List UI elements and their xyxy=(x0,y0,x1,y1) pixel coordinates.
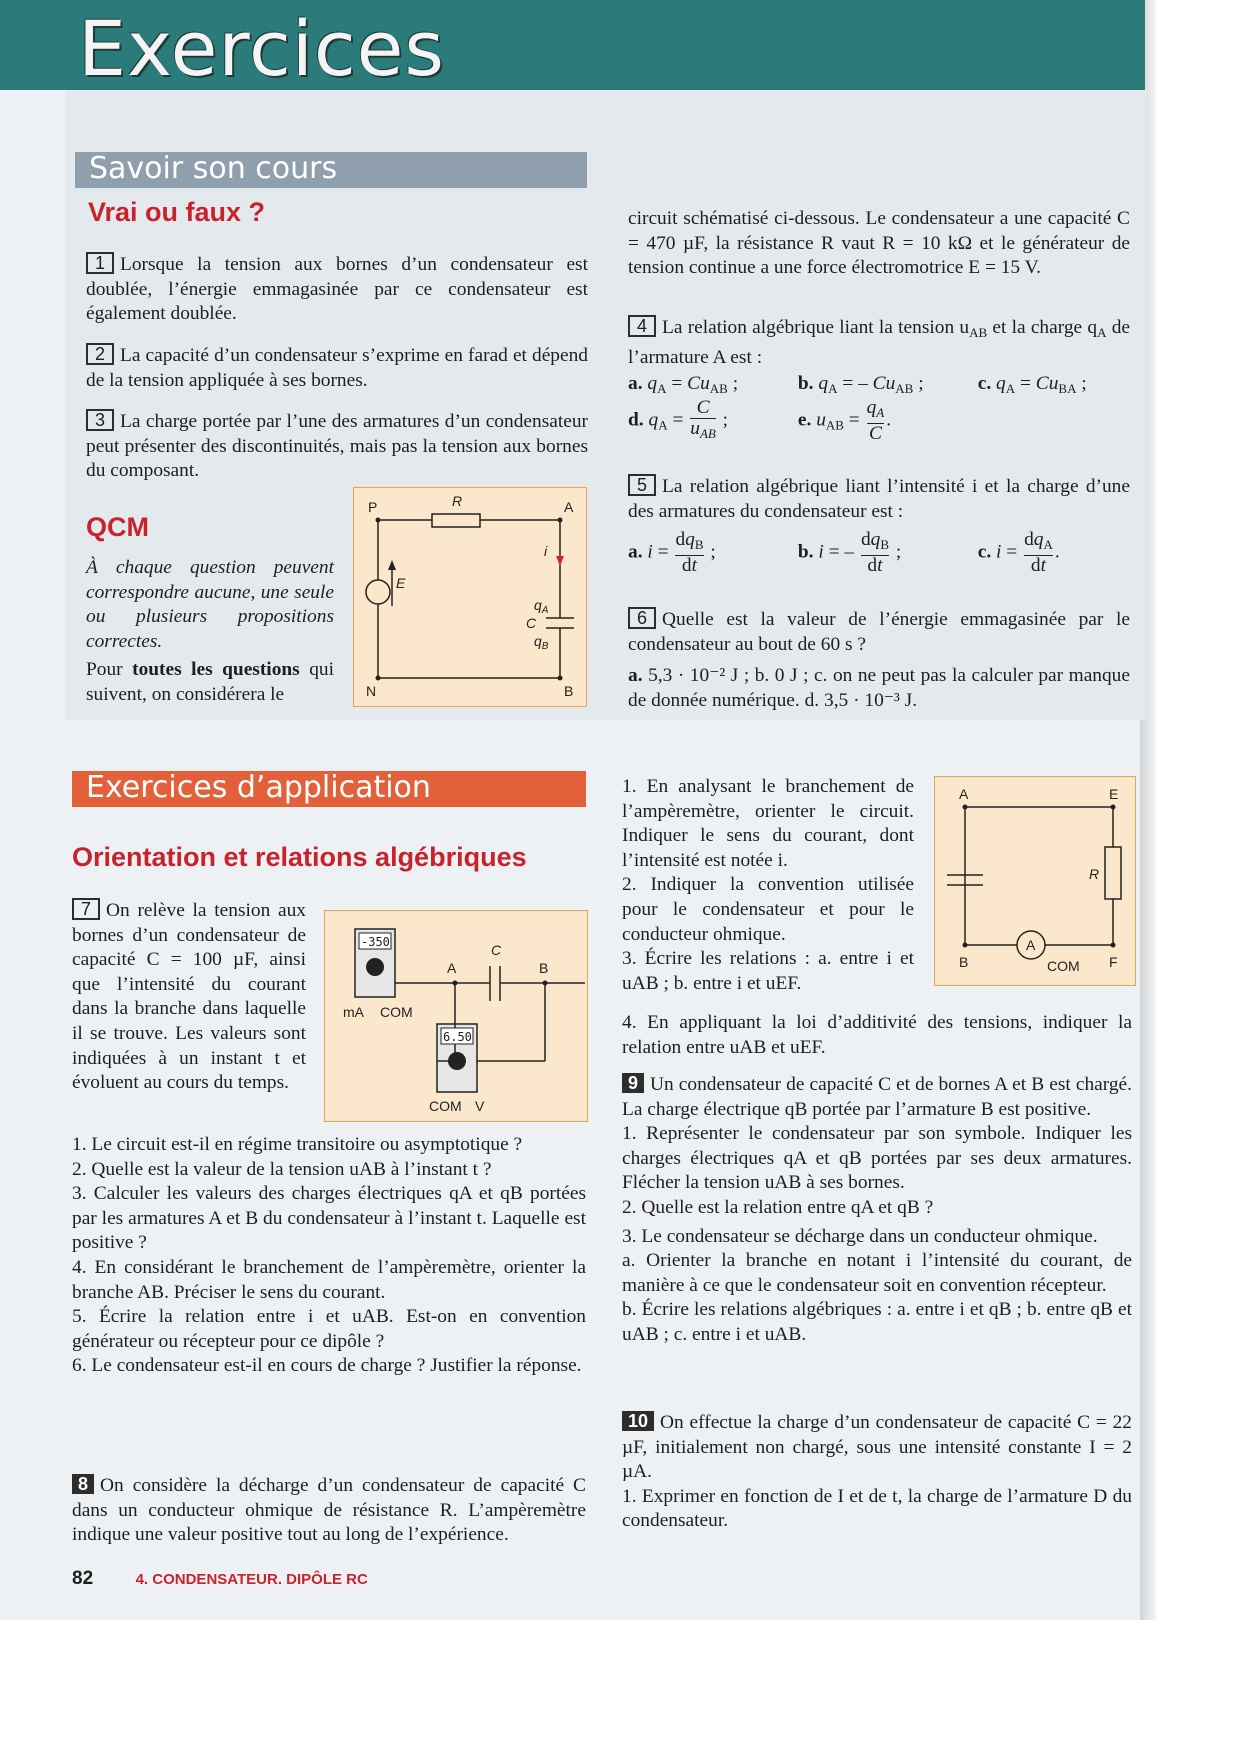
question-number: 7 xyxy=(72,898,100,920)
charge-label-a: $q_A$ xyxy=(534,597,549,616)
question-text: Lorsque la tension aux bornes d’un condensateur est doublée, l’énergie emmagasinée par ce condensateur est également doublée. xyxy=(86,254,588,325)
section-title-savoir: Savoir son cours xyxy=(89,151,338,186)
subscript: A xyxy=(1097,325,1107,340)
exercise-10 xyxy=(622,1411,1132,1534)
exercise-8-intro xyxy=(72,1474,586,1548)
rc-circuit-diagram xyxy=(935,777,1135,985)
node-label-a: A xyxy=(959,786,969,802)
question-item: a. Orienter la branche en notant i l’intensité du courant, de manière à ce que le condensateur soit en convention récepteur. xyxy=(622,1250,1132,1296)
question-item: 2. Quelle est la valeur de la tension uAB à l’instant t ? xyxy=(72,1158,492,1180)
section-band-savoir xyxy=(75,152,587,188)
node-label-n: N xyxy=(366,683,377,699)
question-item: 4. En considérant le branchement de l’ampèremètre, orienter la branche AB. Préciser le sens du courant. xyxy=(72,1256,586,1303)
chapter-title: 4. CONDENSATEUR. DIPÔLE RC xyxy=(135,1571,368,1588)
resistor-label: R xyxy=(452,493,463,509)
exercise-text: On considère la décharge d’un condensateur de capacité C dans un conducteur ohmique de résistance R. L’ampèremètre indique une valeur positive tout au long de l’expérience. xyxy=(72,1475,586,1546)
voltmeter-v-label: V xyxy=(475,1098,485,1114)
question-item: 3. Le condensateur se décharge dans un conducteur ohmique. xyxy=(622,1225,1098,1247)
question-6-answers: a. 5,3 · 10⁻² J ; b. 0 J ; c. on ne peut pas la calculer par manque de donnée numérique. d. 3,5 · 10⁻³ J. xyxy=(628,665,1130,711)
question-item: 1. Représenter le condensateur par son symbole. Indiquer les charges électriques qA et qB portées par ses deux armatures. Flécher la tension uAB à ses bornes. xyxy=(622,1123,1132,1194)
question-number: 5 xyxy=(628,474,656,496)
question-item: 6. Le condensateur est-il en cours de charge ? Justifier la réponse. xyxy=(72,1355,582,1377)
question-6 xyxy=(628,607,1130,657)
question-number: 4 xyxy=(628,315,656,337)
question-item: 1. En analysant le branchement de l’ampèremètre, orienter le circuit. Indiquer le sens du courant, dont l’intensité est notée i. xyxy=(622,776,914,871)
charge-label-b: $q_B$ xyxy=(534,633,549,652)
question-number: 2 xyxy=(86,343,114,365)
exercise-7-questions xyxy=(72,1133,586,1379)
ammeter-symbol: A xyxy=(1026,937,1036,953)
question-text: La charge portée par l’une des armatures d’un condensateur peut présenter des discontinuités, mais pas la tension aux bornes du composant. xyxy=(86,411,588,482)
qcm-instruction xyxy=(86,658,334,707)
question-item: 2. Indiquer la convention utilisée pour le condensateur et pour le conducteur ohmique. xyxy=(622,874,914,945)
ammeter-com-label: COM xyxy=(380,1004,413,1020)
qcm-word: Pour xyxy=(86,659,123,680)
node-label-b: B xyxy=(564,683,574,699)
current-arrow xyxy=(556,556,564,566)
question-text: La relation algébrique liant la tension u xyxy=(662,317,970,338)
multimeter-diagram xyxy=(325,911,587,1121)
qcm-bold: toutes les questions xyxy=(132,659,300,680)
question-item: 4. En appliquant la loi d’additivité des tensions, indiquer la relation entre uAB et uEF. xyxy=(622,1012,1132,1058)
capacitor-label: C xyxy=(491,942,502,958)
question-3 xyxy=(86,409,588,484)
page-title: Exercices xyxy=(78,4,446,93)
question-4 xyxy=(628,315,1130,370)
exercise-8-questions-b xyxy=(622,1011,1132,1060)
section-title-application: Exercices d’application xyxy=(86,770,431,805)
page-footer xyxy=(72,1568,368,1590)
node-label-b: B xyxy=(539,960,549,976)
header-banner xyxy=(0,0,1145,93)
question-number: 6 xyxy=(628,607,656,629)
qcm-heading: QCM xyxy=(86,512,149,542)
question-5 xyxy=(628,474,1130,524)
question-text: de l’armature A est : xyxy=(628,317,1131,368)
subscript: AB xyxy=(969,325,988,340)
question-text: La relation algébrique liant l’intensité i et la charge d’une des armatures du condensateur est : xyxy=(628,476,1130,522)
question-5-options: a. i = $\frac{dq_B}{dt}$ ; b. i = – $\frac{dq_B}{dt}$ ; c. i = $\frac{dq_A}{dt}$ . xyxy=(628,529,1060,576)
multimeter-figure xyxy=(324,910,588,1122)
voltmeter-com-label: COM xyxy=(429,1098,462,1114)
question-number: 9 xyxy=(622,1073,644,1093)
qcm-intro: À chaque question peuvent correspondre aucune, une seule ou plusieurs propositions correctes. xyxy=(86,557,334,652)
question-item: 5. Écrire la relation entre i et uAB. Est-on en convention générateur ou récepteur pour ce dipôle ? xyxy=(72,1306,586,1352)
question-text: et la charge q xyxy=(987,317,1098,338)
circuit-diagram xyxy=(354,488,586,706)
exercise-text: Un condensateur de capacité C et de bornes A et B est chargé. La charge électrique qB portée par l’armature B est positive. xyxy=(622,1074,1132,1120)
emf-arrow xyxy=(388,560,396,570)
ammeter-units-label: mA xyxy=(343,1004,364,1020)
exercise-8-questions-a xyxy=(622,775,914,996)
node-label-a: A xyxy=(447,960,457,976)
current-label: i xyxy=(544,543,548,559)
question-number: 10 xyxy=(622,1411,654,1431)
ammeter-display: -350 xyxy=(361,935,390,949)
question-4-options: a. $q_A = Cu_{AB}$ ; b. $q_A$ = – $Cu_{AB}$ ; c. $q_A = Cu_{BA}$ ; xyxy=(628,373,1087,396)
question-item: b. Écrire les relations algébriques : a. entre i et qB ; b. entre qB et uAB ; c. entre i et uAB. xyxy=(622,1299,1132,1345)
question-item: 2. Quelle est la relation entre qA et qB ? xyxy=(622,1196,934,1218)
question-number: 1 xyxy=(86,252,114,274)
resistor-label: R xyxy=(1089,866,1100,882)
voltmeter-display: 6.50 xyxy=(443,1030,472,1044)
answers-text: 5,3 · 10⁻² J ; b. 0 J ; c. on ne peut pas la calculer par manque de donnée numérique. d. 3,5 · 10⁻³ J. xyxy=(628,665,1130,711)
question-number: 8 xyxy=(72,1474,94,1494)
question-item: 1. Exprimer en fonction de I et de t, la charge de l’armature D du condensateur. xyxy=(622,1485,1132,1532)
node-label-e: E xyxy=(1109,786,1119,802)
node-label-b: B xyxy=(959,954,969,970)
question-item: 3. Calculer les valeurs des charges électriques qA et qB portées par les armatures A et B du condensateur à l’instant t. Laquelle est positive ? xyxy=(72,1183,586,1254)
exercise-text: On relève la tension aux bornes d’un condensateur de capacité C = 100 µF, ainsi que l’intensité du courant dans la branche dans laquelle il se trouve. Les valeurs sont indiquées à un instant t et évoluent au cours du temps. xyxy=(72,900,306,1094)
qcm-circuit-description: circuit schématisé ci-dessous. Le condensateur a une capacité C = 470 µF, la résistance R vaut R = 10 kΩ et le générateur de tension continue a une force électromotrice E = 15 V. xyxy=(628,208,1130,279)
question-4-options-2: d. $q_A$ = $\frac{C}{u_{AB}}$ ; e. $u_{AB}$ = $\frac{q_A}{C}$ . xyxy=(628,397,892,444)
node-label-a: A xyxy=(564,499,574,515)
question-text: Quelle est la valeur de l’énergie emmagasinée par le condensateur au bout de 60 s ? xyxy=(628,609,1130,655)
question-text: La capacité d’un condensateur s’exprime en farad et dépend de la tension appliquée à ses bornes. xyxy=(86,345,588,391)
emf-label: E xyxy=(396,575,406,591)
exercise-text: On effectue la charge d’un condensateur de capacité C = 22 µF, initialement non chargé, sous une intensité constante I = 2 µA. xyxy=(622,1412,1132,1483)
question-number: 3 xyxy=(86,409,114,431)
node-label-p: P xyxy=(368,499,378,515)
question-1 xyxy=(86,252,588,327)
node-label-f: F xyxy=(1109,954,1118,970)
section-band-application xyxy=(72,771,586,807)
question-item: 1. Le circuit est-il en régime transitoire ou asymptotique ? xyxy=(72,1134,523,1155)
ammeter-com-label: COM xyxy=(1047,958,1080,974)
qcm-rest: qui suivent, on considérera le xyxy=(86,659,334,705)
capacitor-label: C xyxy=(526,615,537,631)
exercise-9 xyxy=(622,1073,1132,1348)
rc-circuit-figure xyxy=(934,776,1136,986)
question-2 xyxy=(86,343,588,393)
exercise-7-intro xyxy=(72,898,306,1096)
application-heading: Orientation et relations algébriques xyxy=(72,842,527,872)
question-item: 3. Écrire les relations : a. entre i et uAB ; b. entre i et uEF. xyxy=(622,948,914,994)
page-number: 82 xyxy=(72,1568,94,1589)
vf-heading: Vrai ou faux ? xyxy=(88,197,266,227)
circuit-figure xyxy=(353,487,587,707)
